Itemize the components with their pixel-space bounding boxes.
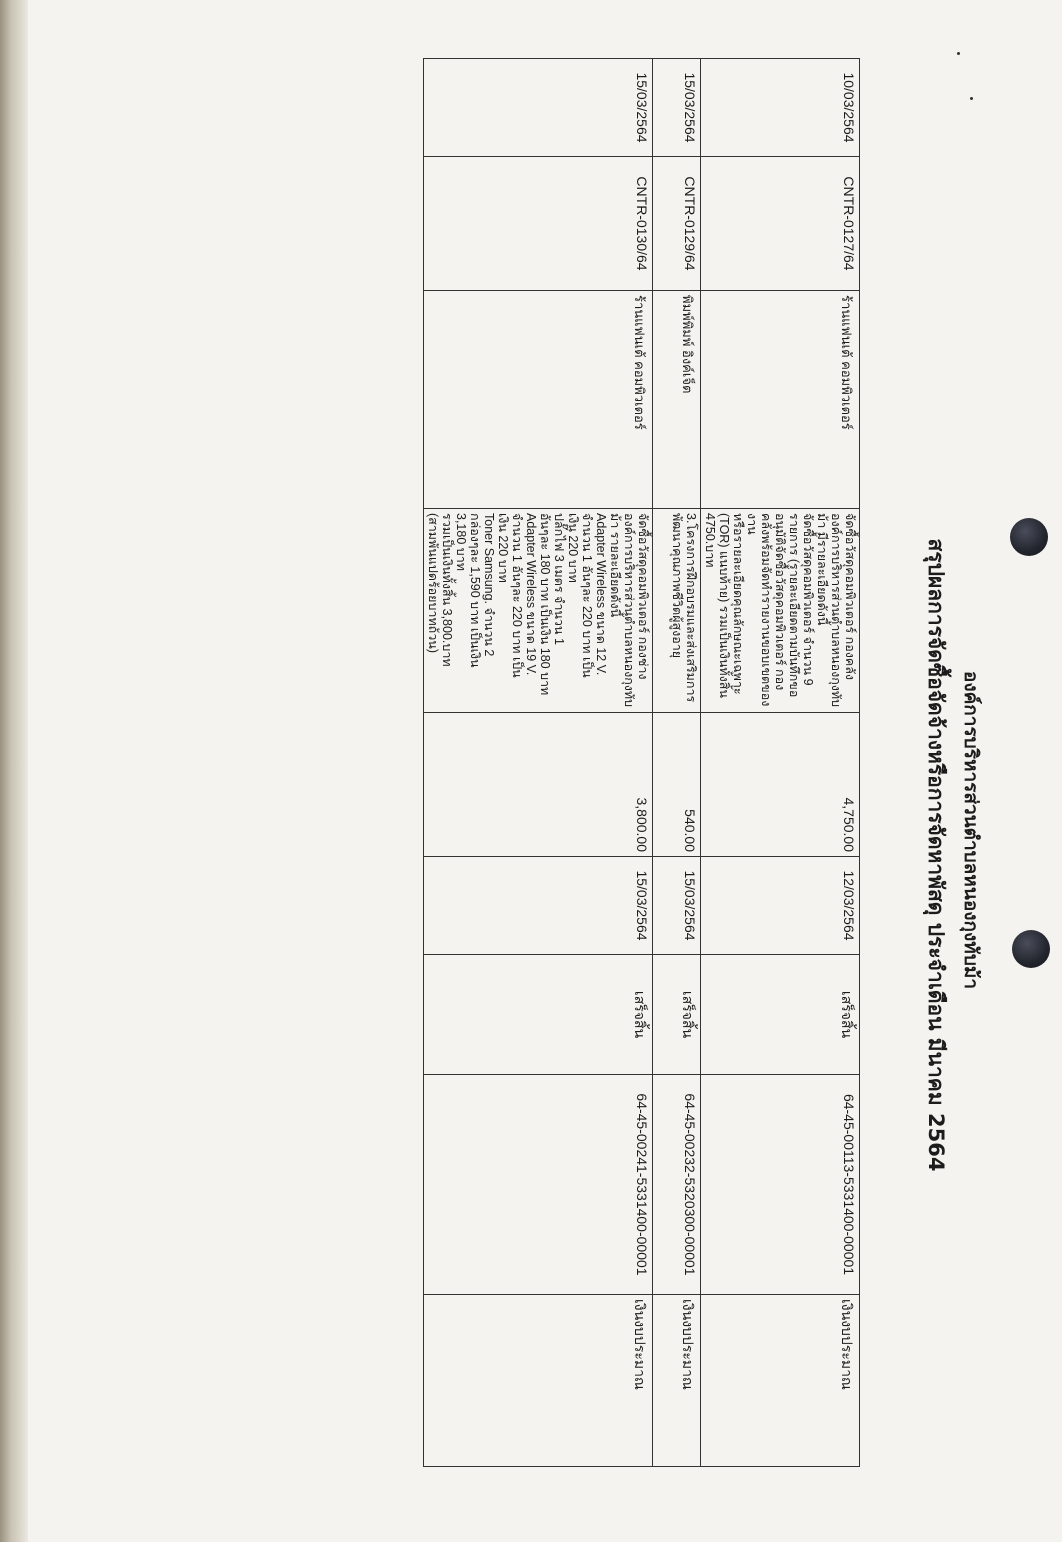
vendor-name: ร้านแฟนเต้ คอมพิวเตอร์ [701,291,860,509]
table-row [653,59,701,1467]
contract-number: CNTR-0130/64 [424,157,653,291]
contract-date: 15/03/2564 [424,857,653,955]
contract-date: 12/03/2564 [701,857,860,955]
item-description: 3.โครงการฝึกอบรมและส่งเสริมการ พัฒนาคุณภาพชีวิตผู้สูงอายุ [653,509,701,713]
budget-source: เงินงบประมาณ [424,1295,653,1467]
project-code: 64-45-00232-5320300-00001 [653,1075,701,1295]
organization-name: องค์การบริหารส่วนตำบลหนองกุงทับม้า [960,670,982,990]
table-row [424,59,653,1467]
contract-number: CNTR-0127/64 [701,157,860,291]
purchase-date: 15/03/2564 [653,59,701,157]
vendor-name: พิมพ์พิมพ์ อิงค์เจ็ต [653,291,701,509]
status: เสร็จสิ้น [424,955,653,1075]
amount: 540.00 [653,713,701,857]
project-code: 64-45-00113-5331400-00001 [701,1075,860,1295]
budget-source: เงินงบประมาณ [701,1295,860,1467]
procurement-summary-table [423,58,860,1467]
status: เสร็จสิ้น [653,955,701,1075]
item-description: จัดซื้อวัสดุคอมพิวเตอร์ กองช่าง องค์การบริหารส่วนตำบลหนองกุงทับ ม้า รายละเอียดดังนี้ Adapter Wireless ขนาด 12 V. จำนวน 1 อันๆละ 220 บาท เป็น เงิน 220 บาท ปลั๊กไฟ 3 เมตร จำนวน 1 อันๆละ 180 บาท เป็นเงิน 180 บาท Adapter Wireless ขนาด 19 V. จำนวน 1 อันๆละ 220 บาท เป็น เงิน 220 บาท Toner Samsung. จำนวน 2 กล่องๆละ 1,590 บาท เป็นเงิน 3,180 บาท รวมเป็นเงินทั้งสิ้น 3,800.บาท (สามพันแปดร้อยบาทถ้วน) [424,509,653,713]
contract-date: 15/03/2564 [653,857,701,955]
purchase-date: 10/03/2564 [701,59,860,157]
amount: 4,750.00 [701,713,860,857]
document-title: สรุปผลการจัดซื้อจัดจ้างหรือการจัดหาพัสดุ ประจำเดือน มีนาคม 2564 [924,538,948,1172]
purchase-date: 15/03/2564 [424,59,653,157]
item-description: จัดซื้อวัสดุคอมพิวเตอร์ กองคลัง องค์การบริหารส่วนตำบลหนองกุงทับ ม้า มีรายละเอียดดังนี้ จัดซื้อวัสดุคอมพิวเตอร์ จำนวน 9 รายการ (รายละเอียดตามบันทึกขอ อนุมัติจัดซื้อวัสดุคอมพิวเตอร์ กอง คลังพร้อมจัดทำรายงานขอบเขตของงาน หรือรายละเอียดคุณลักษณะเฉพาะ (TOR) แนบท้าย) รวมเป็นเงินทั้งสิ้น 4750.บาท [701,509,860,713]
table-row [701,59,860,1467]
contract-number: CNTR-0129/64 [653,157,701,291]
status: เสร็จสิ้น [701,955,860,1075]
budget-source: เงินงบประมาณ [653,1295,701,1467]
vendor-name: ร้านแฟนเต้ คอมพิวเตอร์ [424,291,653,509]
amount: 3,800.00 [424,713,653,857]
project-code: 64-45-00241-5331400-00001 [424,1075,653,1295]
